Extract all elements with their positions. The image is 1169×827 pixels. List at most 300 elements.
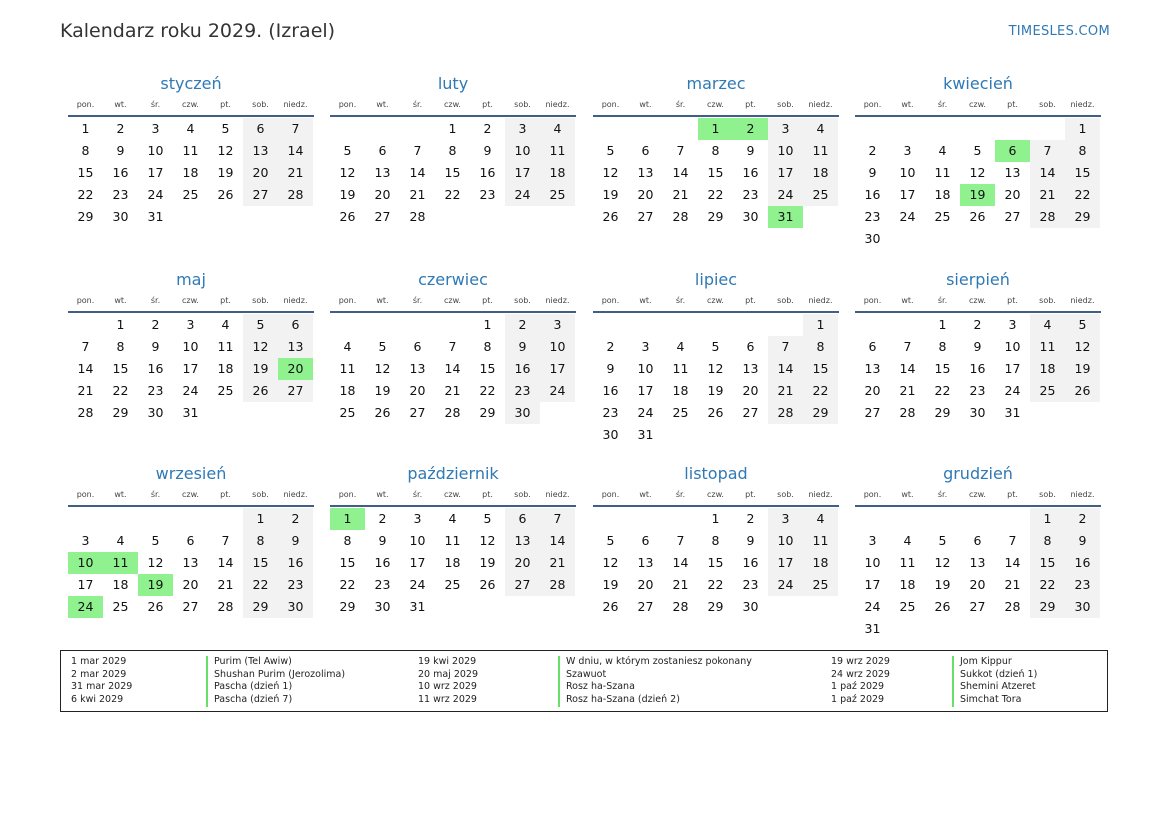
day-cell[interactable]: 20 xyxy=(182,577,199,592)
day-cell[interactable]: 1 xyxy=(1030,508,1065,530)
day-cell[interactable]: 10 xyxy=(637,361,654,376)
day-cell[interactable]: 13 xyxy=(374,165,391,180)
day-cell[interactable]: 25 xyxy=(182,187,199,202)
day-cell[interactable]: 1 xyxy=(803,314,838,336)
day-cell[interactable]: 21 xyxy=(768,380,803,402)
day-cell[interactable]: 22 xyxy=(707,577,724,592)
day-cell[interactable]: 18 xyxy=(803,162,838,184)
day-cell[interactable]: 18 xyxy=(540,162,575,184)
day-cell[interactable]: 17 xyxy=(540,358,575,380)
day-cell[interactable]: 26 xyxy=(602,209,619,224)
day-cell[interactable]: 8 xyxy=(711,143,720,158)
day-cell[interactable]: 28 xyxy=(409,209,426,224)
day-cell[interactable]: 15 xyxy=(444,165,461,180)
day-cell[interactable]: 26 xyxy=(374,405,391,420)
day-cell[interactable]: 8 xyxy=(483,339,492,354)
day-cell[interactable]: 20 xyxy=(243,162,278,184)
day-cell[interactable]: 21 xyxy=(899,383,916,398)
day-cell[interactable]: 6 xyxy=(243,118,278,140)
day-cell[interactable]: 31 xyxy=(182,405,199,420)
day-cell[interactable]: 28 xyxy=(278,184,313,206)
day-cell[interactable]: 14 xyxy=(768,358,803,380)
day-cell[interactable]: 11 xyxy=(899,555,916,570)
day-cell[interactable]: 10 xyxy=(540,336,575,358)
day-cell[interactable]: 7 xyxy=(1008,533,1017,548)
day-cell[interactable]: 21 xyxy=(409,187,426,202)
day-cell[interactable]: 7 xyxy=(903,339,912,354)
day-cell[interactable]: 8 xyxy=(711,533,720,548)
day-cell[interactable]: 18 xyxy=(339,383,356,398)
day-cell[interactable]: 7 xyxy=(278,118,313,140)
day-cell[interactable]: 10 xyxy=(899,165,916,180)
day-cell[interactable]: 24 xyxy=(505,184,540,206)
day-cell[interactable]: 3 xyxy=(868,533,877,548)
day-cell[interactable]: 4 xyxy=(116,533,125,548)
day-cell[interactable]: 20 xyxy=(742,383,759,398)
day-cell[interactable]: 3 xyxy=(1008,317,1017,332)
day-cell[interactable]: 5 xyxy=(606,533,615,548)
day-cell[interactable]: 23 xyxy=(147,383,164,398)
day-cell[interactable]: 18 xyxy=(1030,358,1065,380)
day-cell[interactable]: 22 xyxy=(1065,184,1100,206)
day-cell[interactable]: 8 xyxy=(1030,530,1065,552)
day-cell[interactable]: 5 xyxy=(483,511,492,526)
day-cell[interactable]: 5 xyxy=(378,339,387,354)
day-cell[interactable]: 20 xyxy=(969,577,986,592)
day-cell[interactable]: 12 xyxy=(1065,336,1100,358)
day-cell[interactable]: 2 xyxy=(378,511,387,526)
day-cell[interactable]: 8 xyxy=(343,533,352,548)
day-cell[interactable]: 4 xyxy=(1030,314,1065,336)
day-cell[interactable]: 11 xyxy=(540,140,575,162)
day-cell[interactable]: 20 xyxy=(1004,187,1021,202)
day-cell[interactable]: 19 xyxy=(1065,358,1100,380)
day-cell[interactable]: 7 xyxy=(221,533,230,548)
day-cell[interactable]: 15 xyxy=(1030,552,1065,574)
day-cell[interactable]: 10 xyxy=(147,143,164,158)
day-cell[interactable]: 28 xyxy=(672,599,689,614)
day-cell[interactable]: 4 xyxy=(938,143,947,158)
day-cell[interactable]: 27 xyxy=(637,209,654,224)
day-cell[interactable]: 9 xyxy=(505,336,540,358)
day-cell[interactable]: 27 xyxy=(637,599,654,614)
day-cell[interactable]: 13 xyxy=(742,361,759,376)
day-cell[interactable]: 5 xyxy=(221,121,230,136)
day-cell[interactable]: 5 xyxy=(343,143,352,158)
day-cell[interactable]: 21 xyxy=(1030,184,1065,206)
day-cell[interactable]: 11 xyxy=(803,530,838,552)
day-cell[interactable]: 10 xyxy=(1004,339,1021,354)
day-cell[interactable]: 11 xyxy=(1030,336,1065,358)
day-cell[interactable]: 10 xyxy=(768,140,803,162)
day-cell[interactable]: 21 xyxy=(540,552,575,574)
day-cell[interactable]: 4 xyxy=(343,339,352,354)
day-cell[interactable]: 16 xyxy=(742,555,759,570)
day-cell[interactable]: 22 xyxy=(1030,574,1065,596)
day-cell[interactable]: 4 xyxy=(221,317,230,332)
day-cell[interactable]: 29 xyxy=(1065,206,1100,228)
day-cell[interactable]: 4 xyxy=(540,118,575,140)
day-cell[interactable]: 8 xyxy=(243,530,278,552)
day-cell[interactable]: 22 xyxy=(444,187,461,202)
day-cell[interactable]: 22 xyxy=(803,380,838,402)
day-cell[interactable]: 10 xyxy=(182,339,199,354)
day-cell[interactable]: 26 xyxy=(339,209,356,224)
day-cell[interactable]: 26 xyxy=(602,599,619,614)
day-cell[interactable]: 23 xyxy=(602,405,619,420)
day-cell[interactable]: 21 xyxy=(77,383,94,398)
day-cell[interactable]: 16 xyxy=(969,361,986,376)
day-cell[interactable]: 17 xyxy=(899,187,916,202)
day-cell[interactable]: 9 xyxy=(483,143,492,158)
day-cell[interactable]: 31 xyxy=(147,209,164,224)
day-cell[interactable]: 27 xyxy=(969,599,986,614)
day-cell[interactable]: 7 xyxy=(81,339,90,354)
day-cell[interactable]: 23 xyxy=(742,577,759,592)
day-cell[interactable]: 25 xyxy=(339,405,356,420)
day-cell[interactable]: 14 xyxy=(217,555,234,570)
day-cell[interactable]: 17 xyxy=(147,165,164,180)
holiday-day-cell[interactable]: 20 xyxy=(278,358,313,380)
day-cell[interactable]: 1 xyxy=(448,121,457,136)
day-cell[interactable]: 12 xyxy=(602,555,619,570)
day-cell[interactable]: 21 xyxy=(278,162,313,184)
day-cell[interactable]: 29 xyxy=(77,209,94,224)
day-cell[interactable]: 7 xyxy=(1030,140,1065,162)
day-cell[interactable]: 6 xyxy=(378,143,387,158)
day-cell[interactable]: 23 xyxy=(742,187,759,202)
day-cell[interactable]: 12 xyxy=(339,165,356,180)
day-cell[interactable]: 15 xyxy=(243,552,278,574)
day-cell[interactable]: 27 xyxy=(505,574,540,596)
day-cell[interactable]: 28 xyxy=(540,574,575,596)
day-cell[interactable]: 12 xyxy=(374,361,391,376)
day-cell[interactable]: 27 xyxy=(742,405,759,420)
day-cell[interactable]: 15 xyxy=(803,358,838,380)
day-cell[interactable]: 28 xyxy=(768,402,803,424)
day-cell[interactable]: 16 xyxy=(505,358,540,380)
day-cell[interactable]: 25 xyxy=(934,209,951,224)
day-cell[interactable]: 27 xyxy=(374,209,391,224)
day-cell[interactable]: 23 xyxy=(374,577,391,592)
day-cell[interactable]: 30 xyxy=(1065,596,1100,618)
day-cell[interactable]: 16 xyxy=(278,552,313,574)
day-cell[interactable]: 14 xyxy=(278,140,313,162)
day-cell[interactable]: 11 xyxy=(339,361,356,376)
day-cell[interactable]: 20 xyxy=(505,552,540,574)
holiday-day-cell[interactable]: 6 xyxy=(995,140,1030,162)
holiday-day-cell[interactable]: 2 xyxy=(733,118,768,140)
day-cell[interactable]: 18 xyxy=(112,577,129,592)
day-cell[interactable]: 9 xyxy=(278,530,313,552)
day-cell[interactable]: 26 xyxy=(479,577,496,592)
day-cell[interactable]: 13 xyxy=(1004,165,1021,180)
day-cell[interactable]: 30 xyxy=(969,405,986,420)
day-cell[interactable]: 22 xyxy=(77,187,94,202)
day-cell[interactable]: 29 xyxy=(112,405,129,420)
day-cell[interactable]: 22 xyxy=(339,577,356,592)
day-cell[interactable]: 26 xyxy=(969,209,986,224)
day-cell[interactable]: 23 xyxy=(1065,574,1100,596)
day-cell[interactable]: 21 xyxy=(1004,577,1021,592)
day-cell[interactable]: 5 xyxy=(711,339,720,354)
day-cell[interactable]: 9 xyxy=(606,361,615,376)
day-cell[interactable]: 20 xyxy=(409,383,426,398)
day-cell[interactable]: 15 xyxy=(707,555,724,570)
day-cell[interactable]: 14 xyxy=(899,361,916,376)
day-cell[interactable]: 2 xyxy=(278,508,313,530)
day-cell[interactable]: 10 xyxy=(505,140,540,162)
day-cell[interactable]: 3 xyxy=(151,121,160,136)
day-cell[interactable]: 25 xyxy=(217,383,234,398)
day-cell[interactable]: 1 xyxy=(711,511,720,526)
day-cell[interactable]: 13 xyxy=(864,361,881,376)
day-cell[interactable]: 7 xyxy=(768,336,803,358)
day-cell[interactable]: 20 xyxy=(864,383,881,398)
day-cell[interactable]: 9 xyxy=(746,533,755,548)
day-cell[interactable]: 30 xyxy=(602,427,619,442)
day-cell[interactable]: 27 xyxy=(409,405,426,420)
day-cell[interactable]: 29 xyxy=(934,405,951,420)
day-cell[interactable]: 6 xyxy=(641,143,650,158)
day-cell[interactable]: 25 xyxy=(803,184,838,206)
day-cell[interactable]: 9 xyxy=(378,533,387,548)
day-cell[interactable]: 2 xyxy=(151,317,160,332)
day-cell[interactable]: 9 xyxy=(868,165,877,180)
day-cell[interactable]: 2 xyxy=(606,339,615,354)
day-cell[interactable]: 8 xyxy=(803,336,838,358)
day-cell[interactable]: 31 xyxy=(864,621,881,636)
day-cell[interactable]: 24 xyxy=(864,599,881,614)
day-cell[interactable]: 29 xyxy=(479,405,496,420)
day-cell[interactable]: 4 xyxy=(186,121,195,136)
day-cell[interactable]: 14 xyxy=(409,165,426,180)
day-cell[interactable]: 31 xyxy=(409,599,426,614)
day-cell[interactable]: 17 xyxy=(768,162,803,184)
day-cell[interactable]: 18 xyxy=(803,552,838,574)
day-cell[interactable]: 18 xyxy=(934,187,951,202)
day-cell[interactable]: 21 xyxy=(672,577,689,592)
day-cell[interactable]: 17 xyxy=(864,577,881,592)
day-cell[interactable]: 17 xyxy=(637,383,654,398)
day-cell[interactable]: 7 xyxy=(448,339,457,354)
day-cell[interactable]: 16 xyxy=(147,361,164,376)
day-cell[interactable]: 28 xyxy=(444,405,461,420)
day-cell[interactable]: 16 xyxy=(374,555,391,570)
day-cell[interactable]: 26 xyxy=(243,380,278,402)
day-cell[interactable]: 22 xyxy=(243,574,278,596)
day-cell[interactable]: 15 xyxy=(77,165,94,180)
day-cell[interactable]: 18 xyxy=(899,577,916,592)
day-cell[interactable]: 14 xyxy=(444,361,461,376)
day-cell[interactable]: 22 xyxy=(934,383,951,398)
holiday-day-cell[interactable]: 19 xyxy=(138,574,173,596)
day-cell[interactable]: 7 xyxy=(676,533,685,548)
day-cell[interactable]: 25 xyxy=(444,577,461,592)
day-cell[interactable]: 6 xyxy=(641,533,650,548)
day-cell[interactable]: 1 xyxy=(1065,118,1100,140)
day-cell[interactable]: 10 xyxy=(768,530,803,552)
day-cell[interactable]: 23 xyxy=(278,574,313,596)
day-cell[interactable]: 5 xyxy=(938,533,947,548)
day-cell[interactable]: 19 xyxy=(374,383,391,398)
day-cell[interactable]: 2 xyxy=(505,314,540,336)
day-cell[interactable]: 15 xyxy=(479,361,496,376)
day-cell[interactable]: 24 xyxy=(768,574,803,596)
day-cell[interactable]: 5 xyxy=(243,314,278,336)
day-cell[interactable]: 12 xyxy=(707,361,724,376)
day-cell[interactable]: 13 xyxy=(409,361,426,376)
day-cell[interactable]: 5 xyxy=(1065,314,1100,336)
day-cell[interactable]: 21 xyxy=(672,187,689,202)
holiday-day-cell[interactable]: 24 xyxy=(68,596,103,618)
day-cell[interactable]: 30 xyxy=(278,596,313,618)
day-cell[interactable]: 15 xyxy=(707,165,724,180)
day-cell[interactable]: 23 xyxy=(864,209,881,224)
day-cell[interactable]: 16 xyxy=(602,383,619,398)
day-cell[interactable]: 29 xyxy=(243,596,278,618)
holiday-day-cell[interactable]: 19 xyxy=(960,184,995,206)
day-cell[interactable]: 5 xyxy=(606,143,615,158)
day-cell[interactable]: 30 xyxy=(742,599,759,614)
day-cell[interactable]: 27 xyxy=(182,599,199,614)
day-cell[interactable]: 13 xyxy=(505,530,540,552)
day-cell[interactable]: 14 xyxy=(1030,162,1065,184)
day-cell[interactable]: 8 xyxy=(448,143,457,158)
day-cell[interactable]: 4 xyxy=(903,533,912,548)
day-cell[interactable]: 28 xyxy=(217,599,234,614)
day-cell[interactable]: 11 xyxy=(803,140,838,162)
day-cell[interactable]: 16 xyxy=(864,187,881,202)
day-cell[interactable]: 24 xyxy=(899,209,916,224)
day-cell[interactable]: 23 xyxy=(479,187,496,202)
day-cell[interactable]: 3 xyxy=(186,317,195,332)
day-cell[interactable]: 21 xyxy=(444,383,461,398)
day-cell[interactable]: 30 xyxy=(742,209,759,224)
day-cell[interactable]: 4 xyxy=(448,511,457,526)
day-cell[interactable]: 13 xyxy=(969,555,986,570)
day-cell[interactable]: 3 xyxy=(540,314,575,336)
day-cell[interactable]: 11 xyxy=(217,339,234,354)
day-cell[interactable]: 27 xyxy=(278,380,313,402)
day-cell[interactable]: 28 xyxy=(899,405,916,420)
day-cell[interactable]: 18 xyxy=(444,555,461,570)
day-cell[interactable]: 25 xyxy=(540,184,575,206)
day-cell[interactable]: 30 xyxy=(112,209,129,224)
day-cell[interactable]: 8 xyxy=(1065,140,1100,162)
day-cell[interactable]: 30 xyxy=(505,402,540,424)
day-cell[interactable]: 15 xyxy=(112,361,129,376)
day-cell[interactable]: 28 xyxy=(1004,599,1021,614)
day-cell[interactable]: 29 xyxy=(339,599,356,614)
day-cell[interactable]: 1 xyxy=(116,317,125,332)
day-cell[interactable]: 17 xyxy=(1004,361,1021,376)
day-cell[interactable]: 18 xyxy=(217,361,234,376)
holiday-day-cell[interactable]: 10 xyxy=(68,552,103,574)
day-cell[interactable]: 14 xyxy=(672,165,689,180)
day-cell[interactable]: 9 xyxy=(1065,530,1100,552)
day-cell[interactable]: 19 xyxy=(243,358,278,380)
day-cell[interactable]: 11 xyxy=(672,361,689,376)
day-cell[interactable]: 29 xyxy=(707,599,724,614)
day-cell[interactable]: 15 xyxy=(339,555,356,570)
day-cell[interactable]: 13 xyxy=(637,555,654,570)
day-cell[interactable]: 25 xyxy=(899,599,916,614)
day-cell[interactable]: 26 xyxy=(707,405,724,420)
day-cell[interactable]: 10 xyxy=(864,555,881,570)
day-cell[interactable]: 26 xyxy=(1065,380,1100,402)
day-cell[interactable]: 28 xyxy=(1030,206,1065,228)
day-cell[interactable]: 16 xyxy=(1065,552,1100,574)
day-cell[interactable]: 3 xyxy=(768,118,803,140)
day-cell[interactable]: 13 xyxy=(243,140,278,162)
day-cell[interactable]: 2 xyxy=(868,143,877,158)
day-cell[interactable]: 10 xyxy=(409,533,426,548)
day-cell[interactable]: 17 xyxy=(182,361,199,376)
day-cell[interactable]: 9 xyxy=(151,339,160,354)
day-cell[interactable]: 2 xyxy=(746,511,755,526)
day-cell[interactable]: 6 xyxy=(746,339,755,354)
day-cell[interactable]: 9 xyxy=(746,143,755,158)
day-cell[interactable]: 19 xyxy=(707,383,724,398)
day-cell[interactable]: 22 xyxy=(479,383,496,398)
day-cell[interactable]: 25 xyxy=(112,599,129,614)
day-cell[interactable]: 17 xyxy=(409,555,426,570)
day-cell[interactable]: 12 xyxy=(602,165,619,180)
day-cell[interactable]: 19 xyxy=(934,577,951,592)
day-cell[interactable]: 3 xyxy=(641,339,650,354)
day-cell[interactable]: 17 xyxy=(768,552,803,574)
day-cell[interactable]: 6 xyxy=(278,314,313,336)
day-cell[interactable]: 23 xyxy=(505,380,540,402)
day-cell[interactable]: 5 xyxy=(973,143,982,158)
day-cell[interactable]: 19 xyxy=(602,577,619,592)
day-cell[interactable]: 24 xyxy=(1004,383,1021,398)
day-cell[interactable]: 19 xyxy=(339,187,356,202)
day-cell[interactable]: 16 xyxy=(742,165,759,180)
day-cell[interactable]: 17 xyxy=(77,577,94,592)
day-cell[interactable]: 7 xyxy=(676,143,685,158)
day-cell[interactable]: 2 xyxy=(116,121,125,136)
day-cell[interactable]: 5 xyxy=(151,533,160,548)
day-cell[interactable]: 3 xyxy=(768,508,803,530)
day-cell[interactable]: 6 xyxy=(868,339,877,354)
day-cell[interactable]: 20 xyxy=(637,187,654,202)
day-cell[interactable]: 12 xyxy=(934,555,951,570)
day-cell[interactable]: 6 xyxy=(973,533,982,548)
day-cell[interactable]: 15 xyxy=(934,361,951,376)
day-cell[interactable]: 16 xyxy=(112,165,129,180)
day-cell[interactable]: 3 xyxy=(903,143,912,158)
day-cell[interactable]: 15 xyxy=(1065,162,1100,184)
holiday-day-cell[interactable]: 11 xyxy=(103,552,138,574)
day-cell[interactable]: 11 xyxy=(182,143,199,158)
day-cell[interactable]: 23 xyxy=(112,187,129,202)
day-cell[interactable]: 19 xyxy=(479,555,496,570)
day-cell[interactable]: 3 xyxy=(413,511,422,526)
day-cell[interactable]: 17 xyxy=(505,162,540,184)
day-cell[interactable]: 1 xyxy=(81,121,90,136)
day-cell[interactable]: 20 xyxy=(374,187,391,202)
day-cell[interactable]: 25 xyxy=(672,405,689,420)
holiday-day-cell[interactable]: 1 xyxy=(698,118,733,140)
day-cell[interactable]: 19 xyxy=(602,187,619,202)
day-cell[interactable]: 22 xyxy=(112,383,129,398)
day-cell[interactable]: 16 xyxy=(479,165,496,180)
day-cell[interactable]: 12 xyxy=(243,336,278,358)
day-cell[interactable]: 26 xyxy=(147,599,164,614)
day-cell[interactable]: 13 xyxy=(278,336,313,358)
